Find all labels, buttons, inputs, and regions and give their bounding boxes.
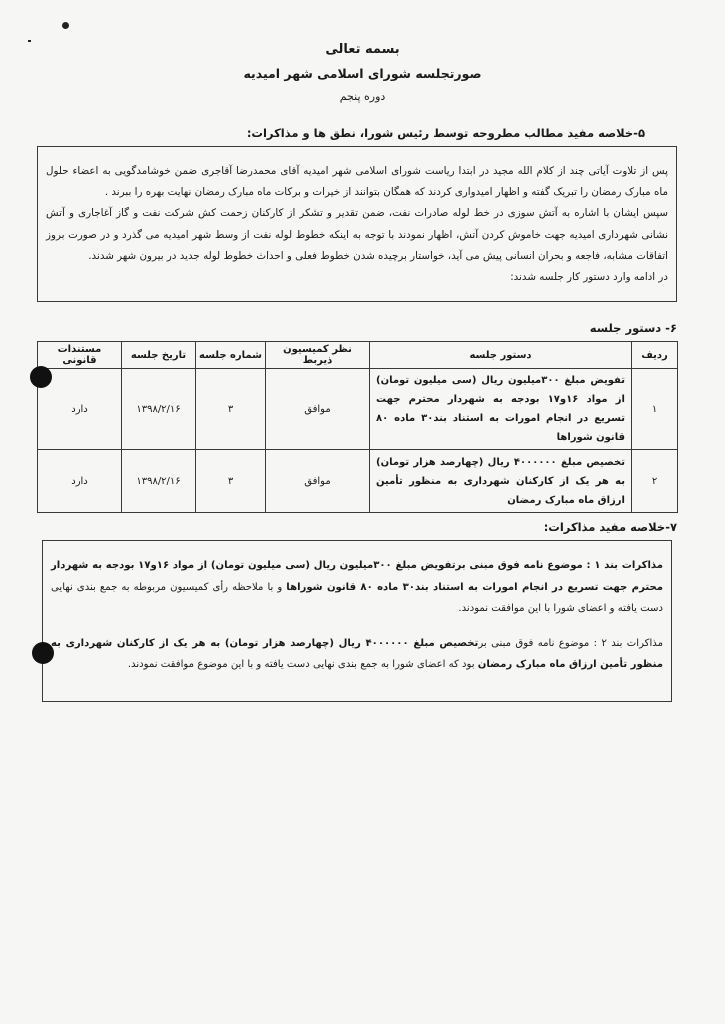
table-row (38, 369, 678, 450)
commission-opinion: موافق (266, 369, 370, 450)
column-header: شماره جلسه (196, 342, 266, 369)
commission-opinion: موافق (266, 450, 370, 513)
section7-title: ۷-خلاصه مفید مذاکرات: (543, 520, 677, 534)
term-label: دوره پنجم (339, 90, 386, 103)
section5-paragraph: پس از تلاوت آیاتی چند از کلام الله مجید در ابتدا ریاست شورای اسلامی شهر امیدیه آقای محمدرضا آقاجری ضمن خوشامدگویی به اعضاء حلول ماه مبارک رمضان را تبریک گفته و اظهار امیدواری کردند که همگان بتوانند از خیرات و برکات ماه مبارک رمضان نهایت بهره را ببرند . (46, 165, 668, 199)
section5-paragraph: سپس ایشان با اشاره به آتش سوزی در خط لوله صادرات نفت، ضمن تقدیر و تشکر از کارکنان زحمت کش شرکت نفت و گاز آغاجاری و آتش نشانی شهرداری امیدیه جهت خاموش کردن آتش، اظهار نمودند با توجه به اینکه خطوط لوله نفت از وسط شهر امیدیه می گذرد و در صورت بروز اتفاقات مشابه، فاجعه و بحران انسانی پیش می آید، خواستار برچیده شدن خطوط فعلی و احداث خطوط لوله جدید در بیرون شهر شدند. (46, 207, 668, 262)
legal-basis: دارد (38, 450, 122, 513)
column-header: تاریخ جلسه (122, 342, 196, 369)
column-header: دستور جلسه (370, 342, 632, 369)
discussion-item-1-bold: مذاکرات بند ۱ : موضوع نامه فوق مبنی برتفویض مبلغ ۳۰۰میلیون ریال (سی میلیون تومان) از مواد ۱۶و۱۷ بودجه به شهردار محترم جهت تسریع در انجام امورات به استناد بند۳۰ ماده ۸۰ قانون شوراها (51, 560, 664, 593)
agenda-topic: تفویض مبلغ ۳۰۰میلیون ریال (سی میلیون تومان) از مواد ۱۶و۱۷ بودجه به شهردار محترم جهت تسریع در انجام امورات به استناد بند۳۰ ماده ۸۰ قانون شوراها (370, 369, 632, 450)
section5-paragraph: در ادامه وارد دستور کار جلسه شدند: (510, 271, 668, 284)
session-date: ۱۳۹۸/۲/۱۶ (122, 450, 196, 513)
agenda-table (37, 341, 678, 513)
punch-hole (30, 366, 52, 388)
discussion-item-2-bold: تخصیص مبلغ ۴۰۰۰۰۰۰ ریال (چهارصد هزار تومان) به هر یک از کارکنان شهرداری به منظور تأمین ارزاق ماه مبارک رمضان (51, 637, 663, 670)
session-number: ۳ (196, 450, 266, 513)
section6-title: ۶- دستور جلسه (589, 321, 677, 335)
discussion-item-2 (51, 633, 663, 676)
legal-basis: دارد (38, 369, 122, 450)
session-number: ۳ (196, 369, 266, 450)
column-header: ردیف (632, 342, 678, 369)
row-number: ۲ (632, 450, 678, 513)
table-header-row (38, 342, 678, 369)
discussion-item-1-rest: و با ملاحظه رأی کمیسیون مربوطه به جمع بندی نهایی دست یافته و اعضای شورا با این موافقت نمودند. (51, 581, 663, 614)
section7-box (42, 540, 672, 702)
section5-title: ۵-خلاصه مفید مطالب مطروحه توسط رئیس شورا، نطق ها و مذاکرات: (246, 126, 645, 140)
column-header: نظر کمیسیون ذیربط (266, 342, 370, 369)
punch-hole (32, 642, 54, 664)
discussion-item-1 (51, 555, 663, 620)
agenda-topic: تخصیص مبلغ ۴۰۰۰۰۰۰ ریال (چهارصد هزار تومان) به هر یک از کارکنان شهرداری به منظور تأمین ارزاق ماه مبارک رمضان (370, 450, 632, 513)
column-header: مستندات قانونی (38, 342, 122, 369)
discussion-item-2-rest: بود که اعضای شورا به جمع بندی نهایی دست یافته و با این موضوع موافقت نمودند. (127, 659, 478, 670)
scan-speck (62, 22, 69, 29)
row-number: ۱ (632, 369, 678, 450)
table-row (38, 450, 678, 513)
discussion-item-2-start: مذاکرات بند ۲ : موضوع نامه فوق مبنی بر (478, 637, 663, 649)
session-date: ۱۳۹۸/۲/۱۶ (122, 369, 196, 450)
invocation-heading: بسمه تعالی (325, 42, 400, 57)
document-title: صورتجلسه شورای اسلامی شهر امیدیه (243, 66, 482, 81)
section5-box (37, 146, 677, 302)
